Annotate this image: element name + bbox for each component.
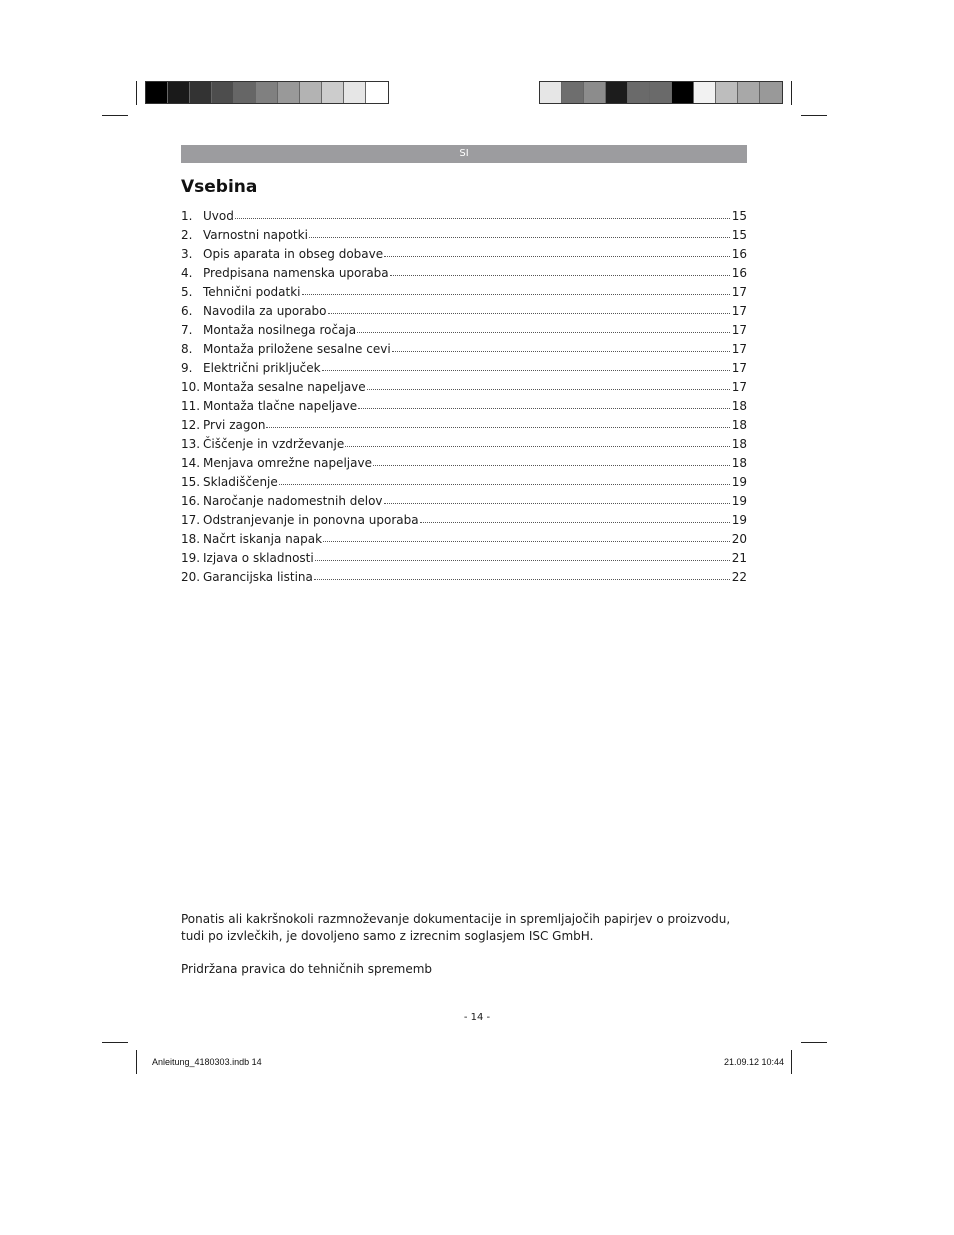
- color-swatch: [694, 82, 716, 103]
- crop-mark: [102, 115, 128, 116]
- toc-entry[interactable]: [181, 242, 747, 261]
- toc-leader-dots: [314, 578, 730, 580]
- toc-leader-dots: [302, 293, 731, 295]
- toc-leader-dots: [384, 502, 730, 504]
- toc-leader-dots: [384, 255, 730, 257]
- toc-entry-page: 17: [731, 361, 747, 375]
- color-swatch: [716, 82, 738, 103]
- color-swatch: [562, 82, 584, 103]
- toc-entry-page: 16: [731, 247, 747, 261]
- toc-leader-dots: [390, 274, 730, 276]
- toc-entry-number: 11.: [181, 399, 201, 413]
- toc-leader-dots: [322, 369, 730, 371]
- toc-entry-label: Odstranjevanje in ponovna uporaba: [203, 513, 419, 527]
- toc-entry-page: 18: [731, 399, 747, 413]
- toc-entry-number: 18.: [181, 532, 201, 546]
- language-label: SI: [459, 148, 469, 159]
- toc-entry-number: 8.: [181, 342, 193, 356]
- color-calibration-bar-right: [539, 81, 783, 104]
- toc-entry[interactable]: [181, 280, 747, 299]
- color-swatch: [738, 82, 760, 103]
- crop-mark: [102, 1042, 128, 1043]
- toc-entry-page: 15: [731, 228, 747, 242]
- toc-entry[interactable]: [181, 394, 747, 413]
- toc-entry[interactable]: [181, 470, 747, 489]
- toc-entry-label: Montaža priložene sesalne cevi: [203, 342, 391, 356]
- toc-entry-label: Navodila za uporabo: [203, 304, 327, 318]
- toc-entry[interactable]: [181, 318, 747, 337]
- color-swatch: [366, 82, 388, 103]
- toc-leader-dots: [420, 521, 730, 523]
- toc-entry[interactable]: [181, 451, 747, 470]
- toc-entry-number: 15.: [181, 475, 201, 489]
- toc-leader-dots: [373, 464, 730, 466]
- color-swatch: [672, 82, 694, 103]
- table-of-contents: [181, 204, 747, 584]
- color-swatch: [168, 82, 190, 103]
- toc-entry-page: 18: [731, 437, 747, 451]
- toc-entry-page: 18: [731, 456, 747, 470]
- toc-entry[interactable]: [181, 565, 747, 584]
- toc-entry[interactable]: [181, 527, 747, 546]
- toc-entry-page: 19: [731, 513, 747, 527]
- toc-entry-label: Menjava omrežne napeljave: [203, 456, 372, 470]
- toc-entry-page: 19: [731, 475, 747, 489]
- page-number: - 14 -: [463, 1012, 491, 1023]
- color-swatch: [540, 82, 562, 103]
- toc-leader-dots: [266, 426, 730, 428]
- toc-entry-number: 16.: [181, 494, 201, 508]
- toc-entry-number: 12.: [181, 418, 201, 432]
- color-swatch: [628, 82, 650, 103]
- toc-entry-page: 17: [731, 285, 747, 299]
- toc-entry-label: Montaža tlačne napeljave: [203, 399, 358, 413]
- technical-changes-notice: Pridržana pravica do tehničnih sprememb: [181, 962, 433, 976]
- copyright-notice: Ponatis ali kakršnokoli razmnoževanje dokumentacije in spremljajočih papirjev o proizvodu, tudi po izvlečkih, je dovoljeno samo z izrecnim soglasjem ISC GmbH.: [181, 912, 731, 943]
- toc-entry-number: 7.: [181, 323, 193, 337]
- toc-entry-label: Čiščenje in vzdrževanje: [203, 437, 345, 451]
- toc-entry[interactable]: [181, 204, 747, 223]
- toc-entry-number: 4.: [181, 266, 193, 280]
- toc-entry-page: 19: [731, 494, 747, 508]
- toc-entry-label: Naročanje nadomestnih delov: [203, 494, 383, 508]
- toc-entry-label: Električni priključek: [203, 361, 321, 375]
- crop-mark: [791, 1050, 792, 1074]
- footer-file: Anleitung_4180303.indb 14: [152, 1057, 262, 1067]
- crop-mark: [136, 81, 137, 105]
- color-swatch: [234, 82, 256, 103]
- toc-entry[interactable]: [181, 546, 747, 565]
- toc-entry[interactable]: [181, 223, 747, 242]
- color-swatch: [606, 82, 628, 103]
- crop-mark: [801, 115, 827, 116]
- toc-entry[interactable]: [181, 432, 747, 451]
- toc-entry-number: 5.: [181, 285, 193, 299]
- footer-datetime: 21.09.12 10:44: [723, 1057, 784, 1067]
- toc-leader-dots: [345, 445, 730, 447]
- toc-entry-label: Prvi zagon: [203, 418, 266, 432]
- language-bar: [181, 145, 747, 163]
- toc-leader-dots: [328, 312, 730, 314]
- toc-entry[interactable]: [181, 375, 747, 394]
- toc-leader-dots: [392, 350, 730, 352]
- toc-entry-label: Skladiščenje: [203, 475, 278, 489]
- toc-entry-number: 1.: [181, 209, 193, 223]
- toc-entry-number: 9.: [181, 361, 193, 375]
- toc-leader-dots: [235, 217, 730, 219]
- toc-entry-number: 14.: [181, 456, 201, 470]
- toc-entry-page: 22: [731, 570, 747, 584]
- color-swatch: [322, 82, 344, 103]
- color-calibration-bar-left: [145, 81, 389, 104]
- color-swatch: [212, 82, 234, 103]
- toc-entry-label: Varnostni napotki: [203, 228, 308, 242]
- toc-entry[interactable]: [181, 356, 747, 375]
- toc-entry[interactable]: [181, 413, 747, 432]
- toc-leader-dots: [357, 331, 730, 333]
- toc-entry-page: 17: [731, 323, 747, 337]
- toc-entry-page: 17: [731, 342, 747, 356]
- toc-leader-dots: [323, 540, 730, 542]
- color-swatch: [146, 82, 168, 103]
- toc-entry[interactable]: [181, 508, 747, 527]
- color-swatch: [650, 82, 672, 103]
- toc-leader-dots: [279, 483, 730, 485]
- crop-mark: [136, 1050, 137, 1074]
- toc-entry-label: Opis aparata in obseg dobave: [203, 247, 384, 261]
- toc-entry-number: 2.: [181, 228, 193, 242]
- crop-mark: [801, 1042, 827, 1043]
- toc-entry-label: Garancijska listina: [203, 570, 313, 584]
- toc-leader-dots: [309, 236, 730, 238]
- toc-entry-page: 21: [731, 551, 747, 565]
- toc-entry-label: Izjava o skladnosti: [203, 551, 314, 565]
- toc-entry-label: Načrt iskanja napak: [203, 532, 323, 546]
- toc-entry-label: Predpisana namenska uporaba: [203, 266, 389, 280]
- toc-entry-page: 17: [731, 304, 747, 318]
- toc-leader-dots: [315, 559, 730, 561]
- color-swatch: [278, 82, 300, 103]
- toc-entry[interactable]: [181, 261, 747, 280]
- toc-entry[interactable]: [181, 489, 747, 508]
- toc-entry-number: 6.: [181, 304, 193, 318]
- toc-entry-label: Montaža nosilnega ročaja: [203, 323, 357, 337]
- toc-entry-number: 13.: [181, 437, 201, 451]
- toc-entry-label: Uvod: [203, 209, 234, 223]
- toc-entry-label: Montaža sesalne napeljave: [203, 380, 366, 394]
- toc-entry-page: 17: [731, 380, 747, 394]
- toc-entry-label: Tehnični podatki: [203, 285, 301, 299]
- toc-entry-number: 19.: [181, 551, 201, 565]
- toc-entry-page: 20: [731, 532, 747, 546]
- toc-entry[interactable]: [181, 299, 747, 318]
- toc-entry-page: 18: [731, 418, 747, 432]
- color-swatch: [256, 82, 278, 103]
- toc-entry-page: 15: [731, 209, 747, 223]
- color-swatch: [584, 82, 606, 103]
- toc-entry-number: 17.: [181, 513, 201, 527]
- color-swatch: [190, 82, 212, 103]
- toc-entry[interactable]: [181, 337, 747, 356]
- toc-entry-number: 20.: [181, 570, 201, 584]
- toc-entry-number: 3.: [181, 247, 193, 261]
- color-swatch: [300, 82, 322, 103]
- crop-mark: [791, 81, 792, 105]
- toc-title: Vsebina: [181, 177, 258, 197]
- toc-entry-page: 16: [731, 266, 747, 280]
- toc-entry-number: 10.: [181, 380, 201, 394]
- color-swatch: [760, 82, 782, 103]
- toc-leader-dots: [367, 388, 730, 390]
- color-swatch: [344, 82, 366, 103]
- toc-leader-dots: [358, 407, 730, 409]
